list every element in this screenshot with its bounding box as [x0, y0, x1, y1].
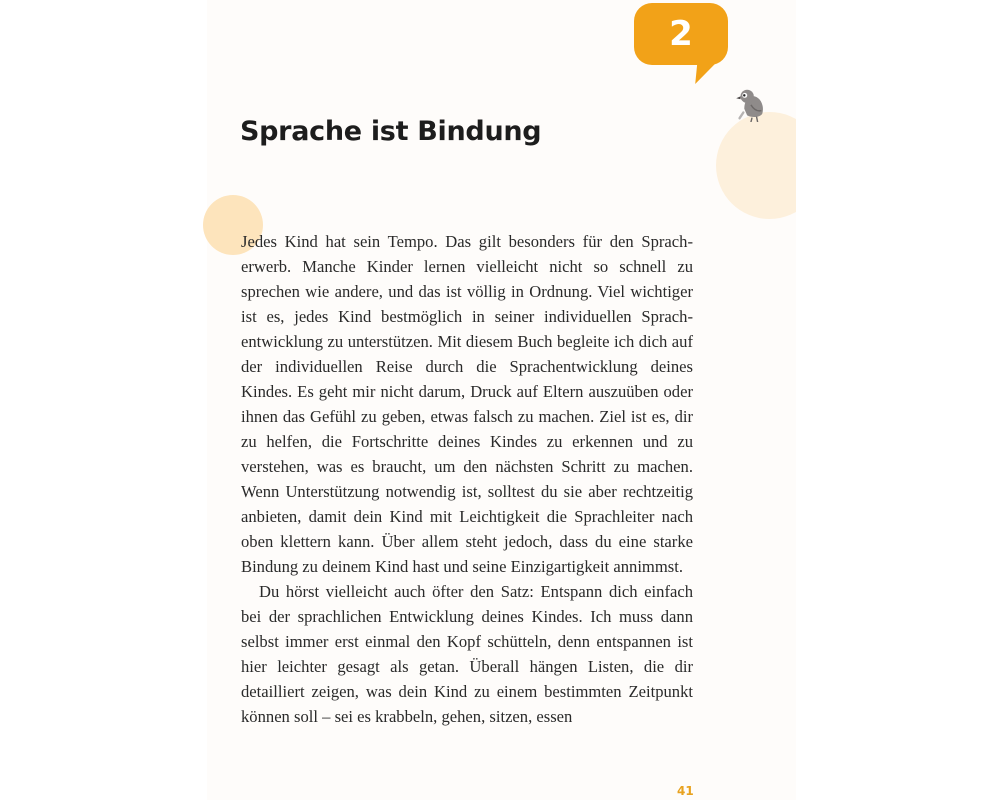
body-text — [241, 229, 693, 729]
chapter-number: 2 — [669, 14, 693, 54]
paragraph: Jedes Kind hat sein Tempo. Das gilt besonders für den Spracherwerb. Manche Kinder lernen vielleicht nicht so schnell zu sprechen wie andere, und das ist völlig in Ordnung. Viel wichtiger ist es, jedes Kind bestmöglich in seiner individuellen Sprachentwicklung zu unterstützen. Mit diesem Buch begleite ich dich auf der individuellen Reise durch die Sprachentwicklung deines Kindes. Es geht mir nicht darum, Druck auf Eltern auszuüben oder ihnen das Gefühl zu geben, etwas falsch zu machen. Ziel ist es, dir zu helfen, die Fortschritte deines Kindes zu erkennen und zu verstehen, was es braucht, um den nächsten Schritt zu machen. Wenn Unterstützung notwendig ist, solltest du sie aber rechtzeitig anbieten, damit dein Kind mit Leichtigkeit die Sprachleiter nach oben klettern kann. Über allem steht jedoch, dass du eine starke Bindung zu deinem Kind hast und seine Einzigartigkeit annimmst. — [241, 232, 693, 576]
page-number: 41 — [677, 784, 694, 798]
paragraph: Du hörst vielleicht auch öfter den Satz: Entspann dich einfach bei der sprachlichen Entwicklung deines Kindes. Ich muss dann selbst immer erst einmal den Kopf schütteln, denn entspannen ist hier leichter gesagt als getan. Überall hängen Listen, die dir detailliert zeigen, was dein Kind zu einem bestimmten Zeitpunkt können soll – sei es krabbeln, gehen, sitzen, essen — [241, 582, 693, 726]
bird-icon — [731, 84, 769, 122]
page-margin-outside — [796, 0, 1000, 800]
chapter-number-bubble — [634, 3, 728, 65]
chapter-title: Sprache ist Bindung — [240, 116, 542, 147]
